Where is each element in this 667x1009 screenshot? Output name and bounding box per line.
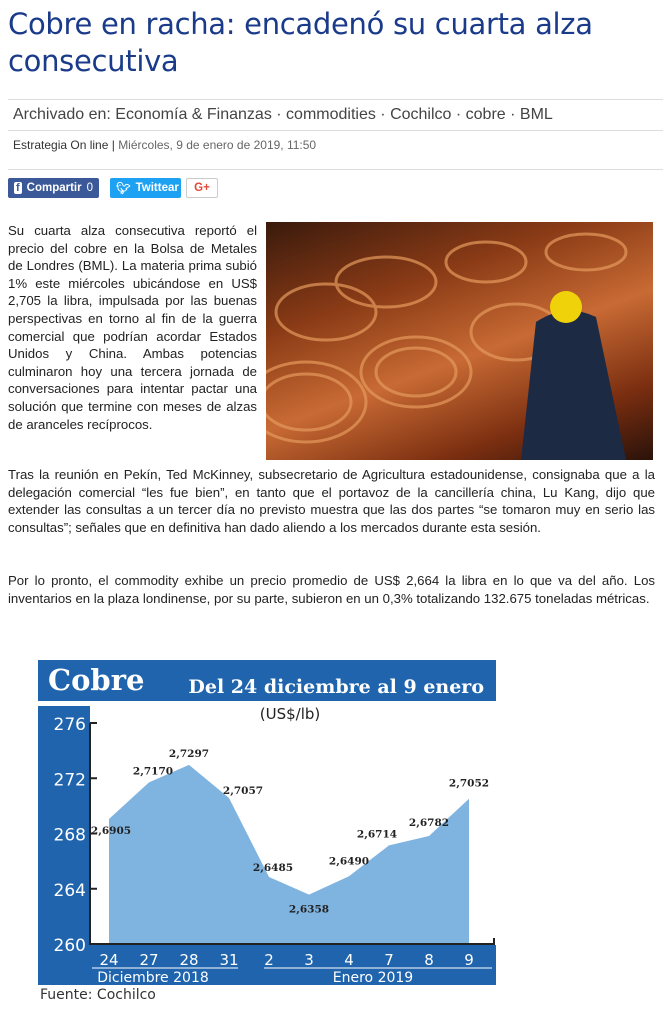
data-label: 2,7297 [168, 747, 210, 760]
data-label: 2,6714 [356, 828, 398, 841]
x-tick-label: 24 [99, 951, 119, 969]
group-label: Enero 2019 [332, 970, 414, 986]
group-label: Diciembre 2018 [97, 970, 209, 986]
google-plus-button[interactable]: G+ [186, 178, 218, 198]
tag-separator: · [375, 106, 391, 123]
x-tick-label: 28 [179, 951, 199, 969]
y-tick-label: 268 [53, 825, 86, 846]
chart-source: Fuente: Cochilco [40, 987, 156, 1003]
archived-tags: Archivado en: Economía & Finanzas · commodities · Cochilco · cobre · BML [13, 106, 553, 123]
y-tick-label: 276 [53, 715, 86, 735]
tag-separator: · [451, 106, 466, 123]
data-label: 2,6782 [408, 816, 450, 829]
tag-link[interactable]: BML [519, 106, 553, 123]
x-tick-label: 4 [344, 951, 354, 969]
data-label: 2,6905 [90, 824, 132, 837]
tag-separator: · [271, 106, 287, 123]
x-tick-label: 2 [264, 951, 274, 969]
chart-subtitle: Del 24 diciembre al 9 enero [188, 676, 484, 698]
twitter-icon: 🐦︎ [116, 183, 131, 195]
tag-link[interactable]: cobre [465, 106, 506, 123]
tag-link[interactable]: commodities [286, 106, 376, 123]
x-tick-label: 7 [384, 951, 394, 969]
x-tick-label: 8 [424, 951, 434, 969]
y-tick-label: 264 [53, 880, 86, 901]
data-label: 2,7052 [448, 777, 490, 790]
x-tick-label: 27 [139, 951, 159, 969]
facebook-share-button[interactable]: f Compartir 0 [8, 178, 99, 198]
paragraph: Su cuarta alza consecutiva reportó el precio del cobre en la Bolsa de Metales de Londres (BML). La materia prima subió 1% este miércoles ubicándose en US$ 2,705 la libra, impulsada por las buenas perspectivas en torno al fin de la guerra comercial que podrían acordar Estados Unidos y China. Ambas potencias culminaron hoy una tercera jornada de conversaciones para intentar pactar una solución que termine con meses de alzas de aranceles recíprocos. [8, 223, 257, 432]
tag-separator: · [505, 106, 520, 123]
data-label: 2,6358 [288, 903, 330, 916]
x-tick-label: 3 [304, 951, 314, 969]
data-label: 2,7170 [132, 765, 174, 778]
byline: Estrategia On line | Miércoles, 9 de enero de 2019, 11:50 [13, 138, 317, 152]
facebook-icon: f [15, 182, 20, 194]
tag-link[interactable]: Economía & Finanzas [115, 106, 272, 123]
chart-unit: (US$/lb) [259, 705, 321, 723]
twitter-share-button[interactable]: 🐦︎ Twittear [110, 178, 181, 198]
article-title: Cobre en racha: encadenó su cuarta alza consecutiva [8, 7, 593, 78]
paragraph: Por lo pronto, el commodity exhibe un precio promedio de US$ 2,664 la libra en lo que va del año. Los inventarios en la plaza londinense, por su parte, subieron en un 0,3% totalizando 132.675 toneladas métricas. [8, 573, 655, 606]
tag-link[interactable]: Cochilco [390, 106, 452, 123]
data-label: 2,6490 [328, 855, 370, 868]
y-tick-label: 272 [53, 770, 86, 791]
data-label: 2,7057 [222, 785, 264, 798]
area-series [109, 765, 469, 944]
chart-title: Cobre [48, 663, 145, 697]
paragraph: Tras la reunión en Pekín, Ted McKinney, subsecretario de Agricultura estadounidense, consignaba que a la delegación comercial “les fue bien”, en tanto que el portavoz de la cancillería china, Lu Kang, dijo que extender las consultas a un tercer día no previsto muestra que las dos partes “se tomaron muy en serio las consultas”; señales que en definitiva han dado aliendo a los mercados durante esta sesión. [8, 467, 655, 535]
data-label: 2,6485 [252, 862, 294, 875]
y-tick-label: 260 [53, 936, 86, 956]
x-tick-label: 31 [219, 951, 239, 969]
x-tick-label: 9 [464, 951, 474, 969]
